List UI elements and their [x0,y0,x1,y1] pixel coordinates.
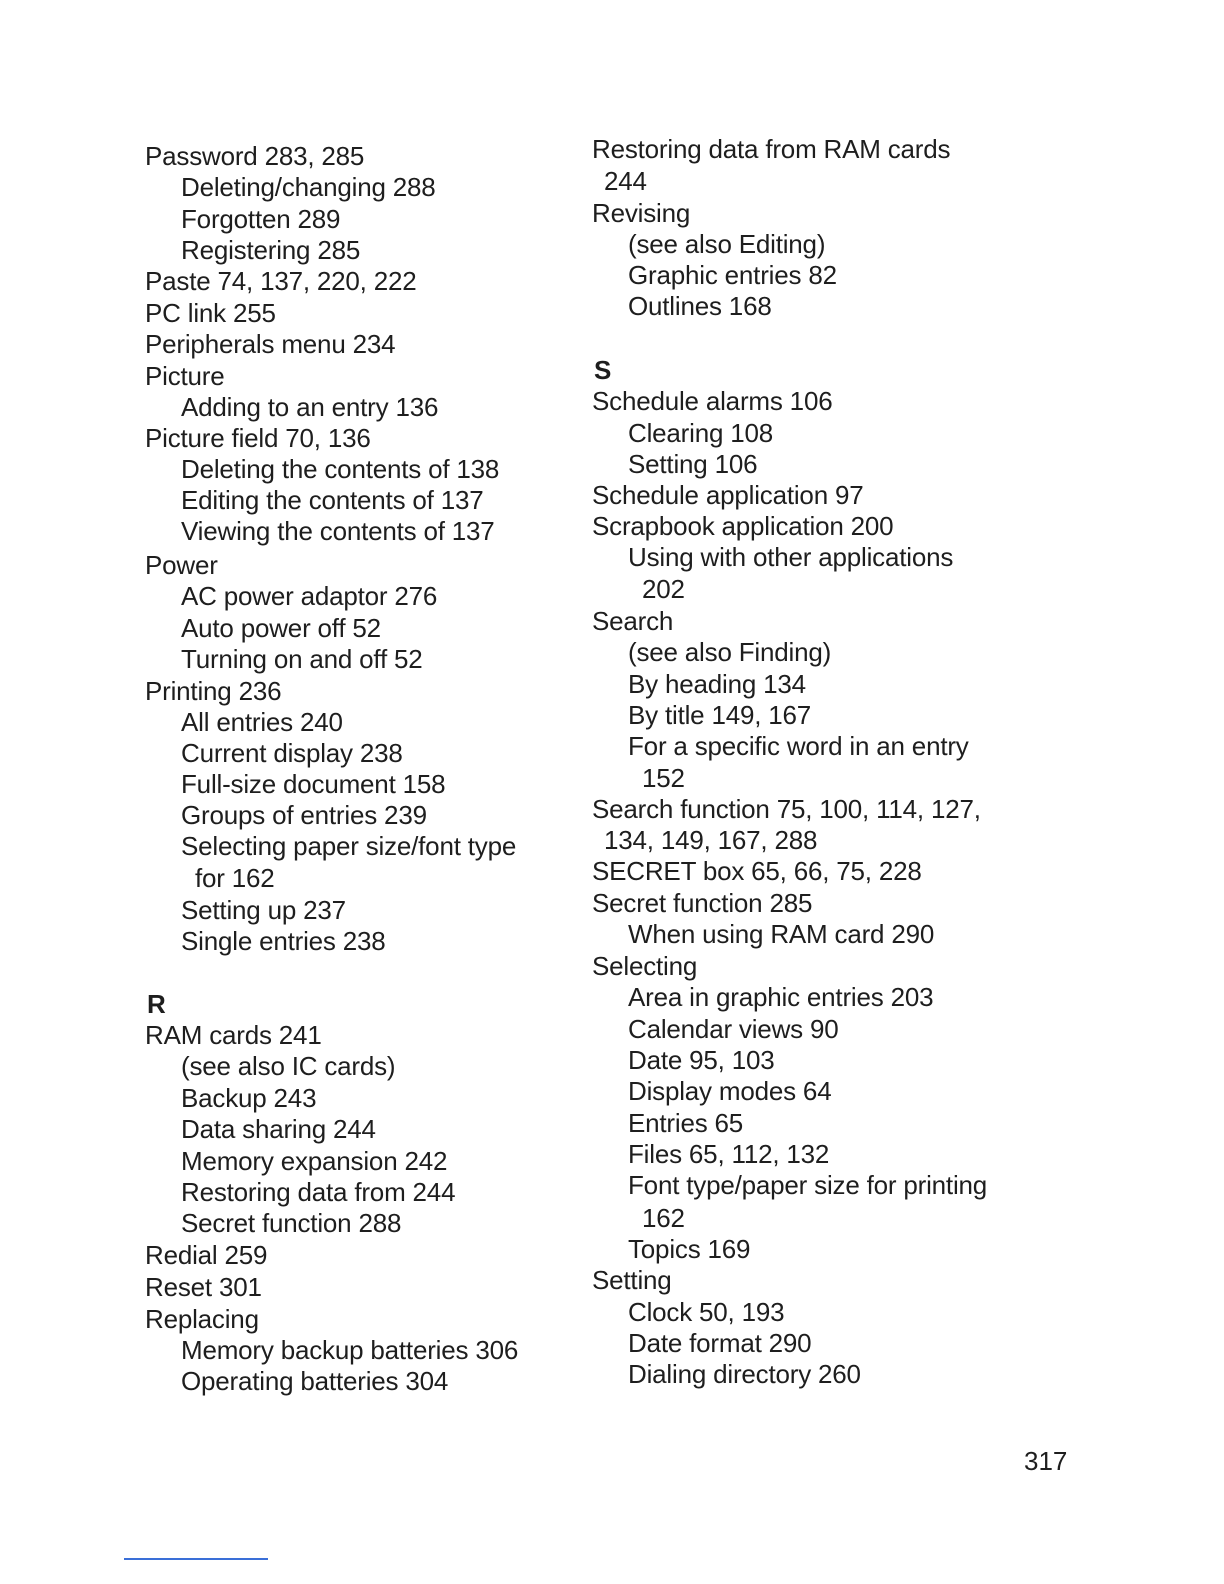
index-subentry: Forgotten 289 [181,204,341,234]
index-subentry: Auto power off 52 [181,613,381,643]
index-subentry: Registering 285 [181,235,361,265]
index-subentry: (see also Finding) [628,637,832,667]
section-letter-r: R [147,989,166,1019]
index-subentry: Restoring data from 244 [181,1177,456,1207]
index-entry-schedule-alarms: Schedule alarms 106 [592,386,833,416]
index-entry-secret-box: SECRET box 65, 66, 75, 228 [592,856,922,886]
index-subentry-continuation: 162 [642,1203,685,1233]
index-subentry: (see also IC cards) [181,1051,396,1081]
index-subentry: Memory backup batteries 306 [181,1335,519,1365]
index-subentry: Operating batteries 304 [181,1366,449,1396]
index-subentry: Secret function 288 [181,1208,402,1238]
index-subentry: Deleting the contents of 138 [181,454,500,484]
index-subentry: Area in graphic entries 203 [628,982,934,1012]
index-entry-continuation: 134, 149, 167, 288 [604,825,818,855]
index-subentry: Using with other applications [628,542,954,572]
index-subentry: Calendar views 90 [628,1014,839,1044]
index-entry-search: Search [592,606,674,636]
index-entry-selecting: Selecting [592,951,698,981]
index-subentry: Viewing the contents of 137 [181,516,495,546]
index-subentry: Backup 243 [181,1083,317,1113]
index-entry-picture-field: Picture field 70, 136 [145,423,371,453]
index-subentry: Graphic entries 82 [628,260,837,290]
index-subentry: Setting up 237 [181,895,346,925]
index-entry-replacing: Replacing [145,1304,259,1334]
index-subentry: All entries 240 [181,707,343,737]
index-entry-peripherals-menu: Peripherals menu 234 [145,329,396,359]
index-entry-setting: Setting [592,1265,672,1295]
scan-rule [124,1558,268,1560]
index-subentry: Adding to an entry 136 [181,392,439,422]
index-subentry: Selecting paper size/font type [181,831,517,861]
index-entry-pc-link: PC link 255 [145,298,276,328]
index-subentry: (see also Editing) [628,229,826,259]
index-subentry: Display modes 64 [628,1076,832,1106]
index-entry-printing: Printing 236 [145,676,282,706]
index-subentry: Single entries 238 [181,926,386,956]
index-subentry: For a specific word in an entry [628,731,969,761]
index-subentry: Files 65, 112, 132 [628,1139,830,1169]
section-letter-s: S [594,355,612,385]
index-subentry: Topics 169 [628,1234,751,1264]
index-subentry: Editing the contents of 137 [181,485,484,515]
index-subentry: Full-size document 158 [181,769,446,799]
index-entry-redial: Redial 259 [145,1240,268,1270]
index-subentry: By heading 134 [628,669,806,699]
index-subentry: Turning on and off 52 [181,644,423,674]
index-subentry-continuation: for 162 [195,863,275,893]
index-entry-search-function: Search function 75, 100, 114, 127, [592,794,981,824]
index-subentry: Data sharing 244 [181,1114,376,1144]
index-entry-continuation: 244 [604,166,647,196]
index-entry-reset: Reset 301 [145,1272,262,1302]
index-entry-password: Password 283, 285 [145,141,365,171]
index-entry-secret-function: Secret function 285 [592,888,813,918]
index-subentry: Setting 106 [628,449,758,479]
index-entry-ram-cards: RAM cards 241 [145,1020,322,1050]
index-subentry: When using RAM card 290 [628,919,935,949]
index-subentry: AC power adaptor 276 [181,581,438,611]
index-subentry: Memory expansion 242 [181,1146,448,1176]
index-subentry: Deleting/changing 288 [181,172,436,202]
index-subentry: Dialing directory 260 [628,1359,861,1389]
index-subentry: Clearing 108 [628,418,774,448]
index-entry-revising: Revising [592,198,691,228]
index-entry-picture: Picture [145,361,225,391]
index-subentry-continuation: 152 [642,763,685,793]
index-entry-paste: Paste 74, 137, 220, 222 [145,266,417,296]
index-subentry: Groups of entries 239 [181,800,427,830]
page-number: 317 [1024,1446,1068,1476]
index-subentry: Font type/paper size for printing [628,1170,988,1200]
index-subentry: Current display 238 [181,738,403,768]
index-entry-scrapbook-application: Scrapbook application 200 [592,511,894,541]
index-subentry-continuation: 202 [642,574,685,604]
index-entry-power: Power [145,550,218,580]
index-subentry: By title 149, 167 [628,700,812,730]
index-subentry: Date 95, 103 [628,1045,775,1075]
index-subentry: Outlines 168 [628,291,772,321]
index-subentry: Clock 50, 193 [628,1297,785,1327]
index-entry-restoring: Restoring data from RAM cards [592,134,951,164]
index-subentry: Date format 290 [628,1328,812,1358]
index-subentry: Entries 65 [628,1108,744,1138]
index-entry-schedule-application: Schedule application 97 [592,480,864,510]
